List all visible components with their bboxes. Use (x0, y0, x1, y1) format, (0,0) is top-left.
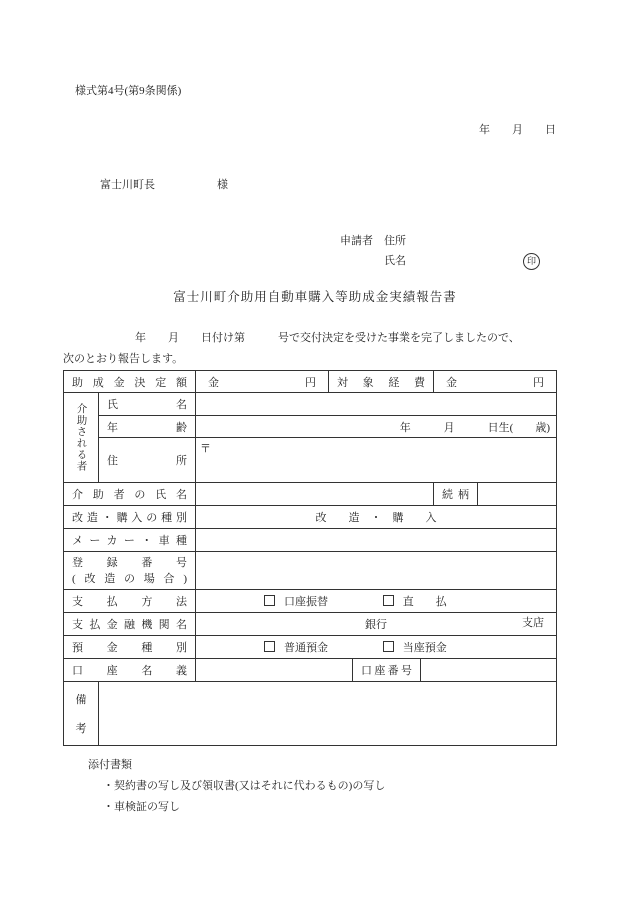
grant-amount-field (196, 371, 329, 393)
report-table-wrap (63, 370, 557, 746)
attachments-heading: 添付書類 (88, 759, 132, 771)
postal-mark-icon: 〒 (200, 443, 211, 455)
applicant-block (340, 231, 556, 271)
expense-field (434, 371, 557, 393)
row-remarks (64, 682, 557, 746)
address-label: 住所 (99, 438, 196, 483)
helper-name-label: 介助者の氏名 (64, 483, 196, 506)
checkbox-ordinary-deposit[interactable] (264, 641, 275, 652)
applicant-name-label: 氏名 (384, 255, 406, 267)
grant-prefix: 金 (208, 376, 219, 389)
seal-icon: 印 (523, 253, 540, 270)
row-bank (64, 613, 557, 636)
addressee-line (100, 176, 228, 192)
row-assisted-address (64, 438, 557, 483)
account-name-label: 口座名義 (64, 659, 196, 682)
addressee-name: 富士川町長 (100, 179, 155, 191)
assisted-person-group-label: 介助される者 (64, 393, 99, 483)
registration-label-line2: (改造の場合) (72, 572, 187, 585)
checkbox-current-deposit[interactable] (383, 641, 394, 652)
type-label: 改造・購入の種別 (64, 506, 196, 529)
account-number-field (421, 659, 557, 682)
remarks-field (99, 682, 557, 746)
deposit-type-field (196, 636, 557, 659)
registration-label-line1: 登録番号 (72, 556, 187, 569)
bank-field (196, 613, 557, 636)
name-field (196, 393, 557, 416)
relation-label: 続柄 (434, 483, 478, 506)
maker-label: メーカー・車種 (64, 529, 196, 552)
row-deposit-type (64, 636, 557, 659)
deposit-type-label: 預金種別 (64, 636, 196, 659)
expense-prefix: 金 (446, 376, 458, 389)
expense-suffix: 円 (533, 376, 545, 389)
grant-suffix: 円 (305, 376, 316, 389)
address-field (196, 438, 557, 483)
row-grant-amount (64, 371, 557, 393)
account-number-label: 口座番号 (353, 659, 421, 682)
row-account (64, 659, 557, 682)
checkbox-account-transfer[interactable] (264, 595, 275, 606)
payment-option1-label: 口座振替 (284, 596, 328, 608)
expense-label: 対象経費 (329, 371, 434, 393)
grant-amount-label: 助成金決定額 (64, 371, 196, 393)
applicant-name-row (340, 251, 556, 271)
maker-field (196, 529, 557, 552)
row-maker (64, 529, 557, 552)
row-registration (64, 552, 557, 590)
page-title: 富士川町介助用自動車購入等助成金実績報告書 (173, 290, 457, 304)
remarks-char-2: 考 (75, 723, 87, 735)
remarks-label (64, 682, 99, 746)
attachments-block (88, 755, 385, 818)
body-paragraph (63, 328, 563, 369)
age-label: 年齢 (99, 416, 196, 438)
age-field: 年 月 日生( 歳) (196, 416, 557, 438)
body-line2: 次のとおり報告します。 (63, 352, 184, 365)
registration-label (64, 552, 196, 590)
date-line: 年 月 日 (479, 124, 556, 136)
applicant-address-row (340, 231, 556, 251)
bank-label: 支払金融機関名 (64, 613, 196, 636)
checkbox-direct-payment[interactable] (383, 595, 394, 606)
deposit-option2-label: 当座預金 (402, 642, 447, 654)
applicant-label: 申請者 (340, 235, 373, 247)
name-label: 氏名 (99, 393, 196, 416)
type-field: 改 造 ・ 購 入 (196, 506, 557, 529)
remarks-char-1: 備 (75, 694, 87, 706)
applicant-address-label: 住所 (384, 235, 406, 247)
attachment-item: ・車検証の写し (103, 801, 180, 813)
attachment-item: ・契約書の写し及び領収書(又はそれに代わるもの)の写し (103, 780, 386, 792)
registration-field (196, 552, 557, 590)
report-table (63, 370, 557, 746)
relation-field (478, 483, 557, 506)
body-line1: 年 月 日付け第 号で交付決定を受けた事業を完了しましたので、 (135, 332, 520, 344)
row-helper-name (64, 483, 557, 506)
bank-suffix: 銀行 (365, 619, 387, 631)
row-type (64, 506, 557, 529)
row-payment-method (64, 590, 557, 613)
payment-method-field (196, 590, 557, 613)
deposit-option1-label: 普通預金 (284, 642, 328, 654)
row-assisted-age (64, 416, 557, 438)
addressee-honorific: 様 (217, 179, 228, 191)
row-assisted-name (64, 393, 557, 416)
helper-name-field (196, 483, 434, 506)
account-name-field (196, 659, 353, 682)
payment-option2-label: 直 払 (402, 596, 447, 608)
form-number: 様式第4号(第9条関係) (75, 85, 182, 97)
payment-method-label: 支払方法 (64, 590, 196, 613)
branch-suffix: 支店 (522, 617, 545, 629)
